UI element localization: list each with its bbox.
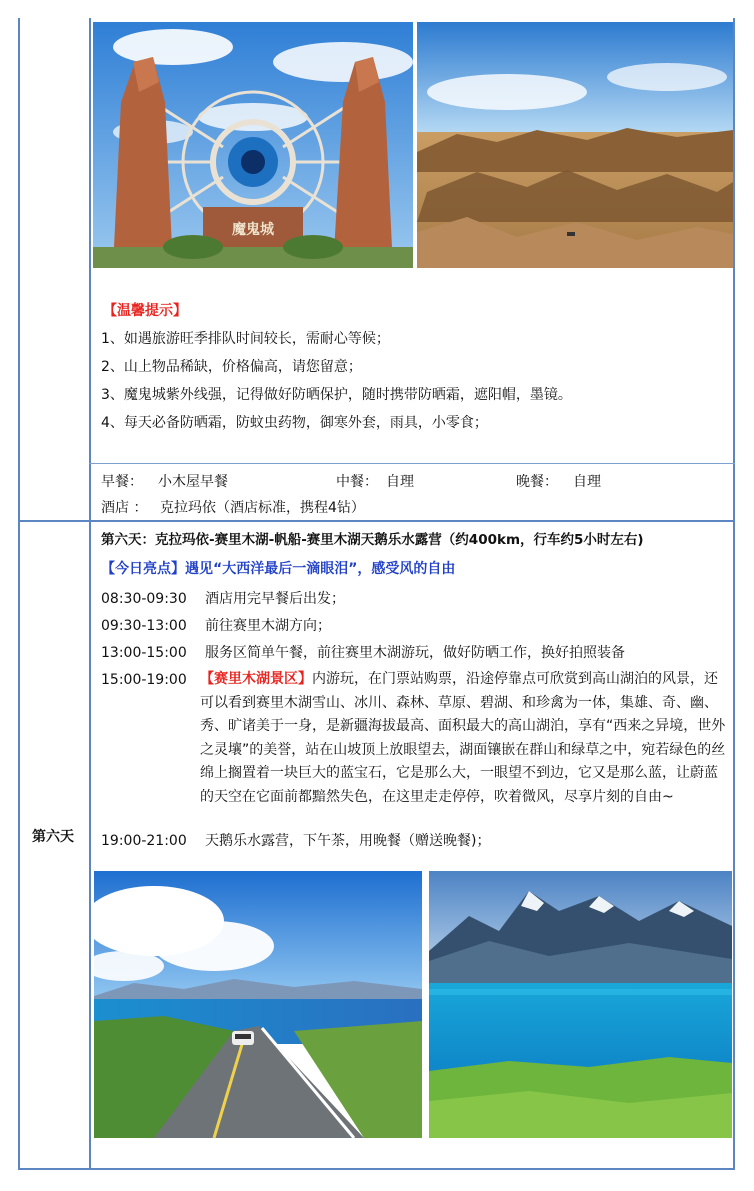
schedule-desc: 酒店用完早餐后出发； [205, 591, 345, 607]
schedule-desc: 天鹅乐水露营，下午茶，用晚餐（赠送晚餐)； [205, 833, 491, 849]
schedule-item [101, 587, 345, 611]
row-divider [18, 520, 735, 522]
devil-city-gate-photo [93, 22, 413, 268]
highlight-line [101, 558, 455, 581]
gate-sign-text: 魔鬼城 [232, 222, 274, 238]
dinner-label: 晚餐： [516, 474, 558, 490]
dinner-value: 自理 [573, 474, 601, 490]
table-border-left [18, 18, 20, 1170]
schedule-item [101, 829, 490, 853]
scenic-area-tag: 【赛里木湖景区】 [200, 671, 312, 687]
lunch-value: 自理 [386, 474, 414, 490]
day-title: 第六天：克拉玛依-赛里木湖-帆船-赛里木湖天鹅乐水露营（约400km，行车约5小时左右) [101, 532, 644, 548]
schedule-time: 09:30-13:00 [101, 618, 187, 634]
hotel-value: 克拉玛依（酒店标准，携程4钻） [160, 500, 365, 516]
day-label: 第六天 [32, 829, 74, 845]
yardang-landform-photo [417, 22, 733, 268]
tip-item-1: 1、如遇旅游旺季排队时间较长，需耐心等候； [101, 331, 390, 347]
lake-road-photo [94, 871, 422, 1138]
schedule-desc: 前往赛里木湖方向； [205, 618, 331, 634]
schedule-time: 08:30-09:30 [101, 591, 187, 607]
highlight-tag: 【今日亮点】 [101, 561, 185, 577]
schedule-time: 19:00-21:00 [101, 833, 187, 849]
highlight-text: 遇见“大西洋最后一滴眼泪”，感受风的自由 [185, 561, 456, 577]
tip-item-4: 4、每天必备防晒霜，防蚊虫药物，御寒外套，雨具，小零食； [101, 415, 488, 431]
schedule-item [101, 641, 625, 665]
hotel-label: 酒店 ： [101, 500, 148, 516]
schedule-desc-4 [200, 668, 728, 809]
sayram-lake-photo [429, 871, 732, 1138]
schedule-time-4: 15:00-19:00 [101, 672, 187, 688]
table-border-right [733, 18, 735, 1170]
table-border-bottom [18, 1168, 735, 1170]
meals-divider [89, 463, 735, 464]
scenic-area-desc: 内游玩，在门票站购票，沿途停靠点可欣赏到高山湖泊的风景，还可以看到赛里木湖雪山、冰川、森林、草原、碧湖、和珍禽为一体，集雄、奇、幽、秀、旷诸美于一身，是新疆海拔最高、面积最大的高山湖泊，享有“西来之异境，世外之灵壤”的美誉，站在山坡顶上放眼望去，湖面镶嵌在群山和绿草之中，宛若绿色的丝绵上搁置着一块巨大的蓝宝石，它是那么大，一眼望不到边，它又是那么蓝，让蔚蓝的天空在它面前都黯然失色，在这里走走停停，吹着微风，尽享片刻的自由~ [200, 671, 726, 805]
table-column-divider [89, 18, 91, 1170]
breakfast-label: 早餐： [101, 474, 143, 490]
tips-title: 【温馨提示】 [103, 303, 187, 319]
schedule-time: 13:00-15:00 [101, 645, 187, 661]
lunch-label: 中餐： [336, 474, 378, 490]
schedule-item [101, 614, 331, 638]
breakfast-value: 小木屋早餐 [158, 474, 228, 490]
tip-item-2: 2、山上物品稀缺，价格偏高，请您留意； [101, 359, 362, 375]
tip-item-3: 3、魔鬼城紫外线强，记得做好防晒保护，随时携带防晒霜，遮阳帽，墨镜。 [101, 387, 572, 403]
schedule-desc: 服务区简单午餐，前往赛里木湖游玩，做好防晒工作，换好拍照装备 [205, 645, 625, 661]
